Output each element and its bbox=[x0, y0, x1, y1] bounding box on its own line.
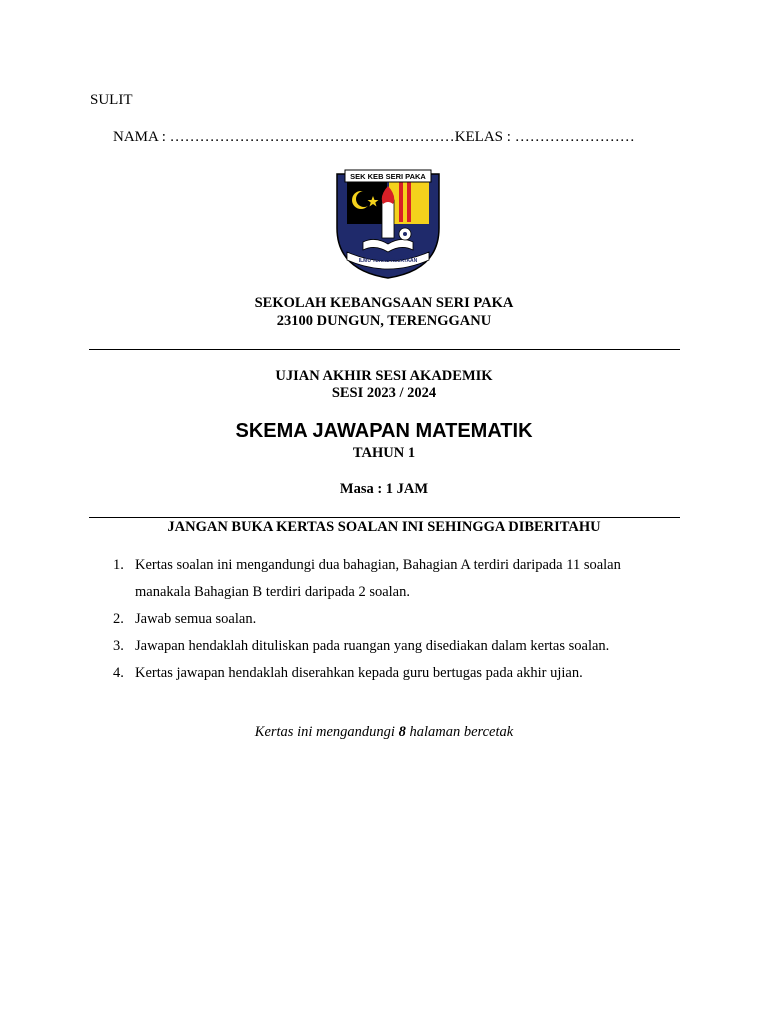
crest-banner-text: SEK KEB SERI PAKA bbox=[350, 172, 426, 181]
exam-title: UJIAN AKHIR SESI AKADEMIK bbox=[275, 368, 493, 384]
divider-bottom bbox=[89, 517, 680, 518]
student-info-row bbox=[113, 129, 635, 146]
list-item: 2. Jawab semua soalan. bbox=[113, 611, 257, 627]
page-count-note: Kertas ini mengandungi 8 halaman bercetak bbox=[254, 724, 514, 740]
divider-top bbox=[89, 349, 680, 350]
warning-text: JANGAN BUKA KERTAS SOALAN INI SEHINGGA DIBERITAHU bbox=[167, 519, 601, 535]
crest-motto-text: ILMU TERAS KEJAYAAN bbox=[358, 258, 418, 264]
school-block bbox=[0, 294, 768, 330]
paper-title: SKEMA JAWAPAN MATEMATIK bbox=[235, 420, 533, 442]
list-item: 3. Jawapan hendaklah dituliskan pada ruangan yang disediakan dalam kertas soalan. bbox=[113, 638, 610, 654]
classification-label: SULIT bbox=[90, 92, 133, 108]
school-name: SEKOLAH KEBANGSAAN SERI PAKA bbox=[254, 295, 514, 311]
name-field-label: NAMA : ………………………………………………… bbox=[113, 129, 455, 145]
instruction-list bbox=[113, 552, 673, 687]
exam-session: SESI 2023 / 2024 bbox=[331, 385, 437, 401]
school-address: 23100 DUNGUN, TERENGGANU bbox=[276, 313, 492, 329]
school-crest-logo bbox=[333, 166, 443, 280]
page-count: 8 bbox=[398, 724, 406, 740]
year-label: TAHUN 1 bbox=[352, 445, 416, 461]
duration-label: Masa : 1 JAM bbox=[339, 481, 429, 497]
list-item: 1. Kertas soalan ini mengandungi dua bahagian, Bahagian A terdiri daripada 11 soalan manakala Bahagian B terdiri daripada 2 soalan. bbox=[113, 557, 621, 600]
class-field-label: KELAS : …………………… bbox=[454, 129, 635, 145]
list-item: 4. Kertas jawapan hendaklah diserahkan kepada guru bertugas pada akhir ujian. bbox=[113, 665, 583, 681]
exam-block bbox=[0, 368, 768, 402]
